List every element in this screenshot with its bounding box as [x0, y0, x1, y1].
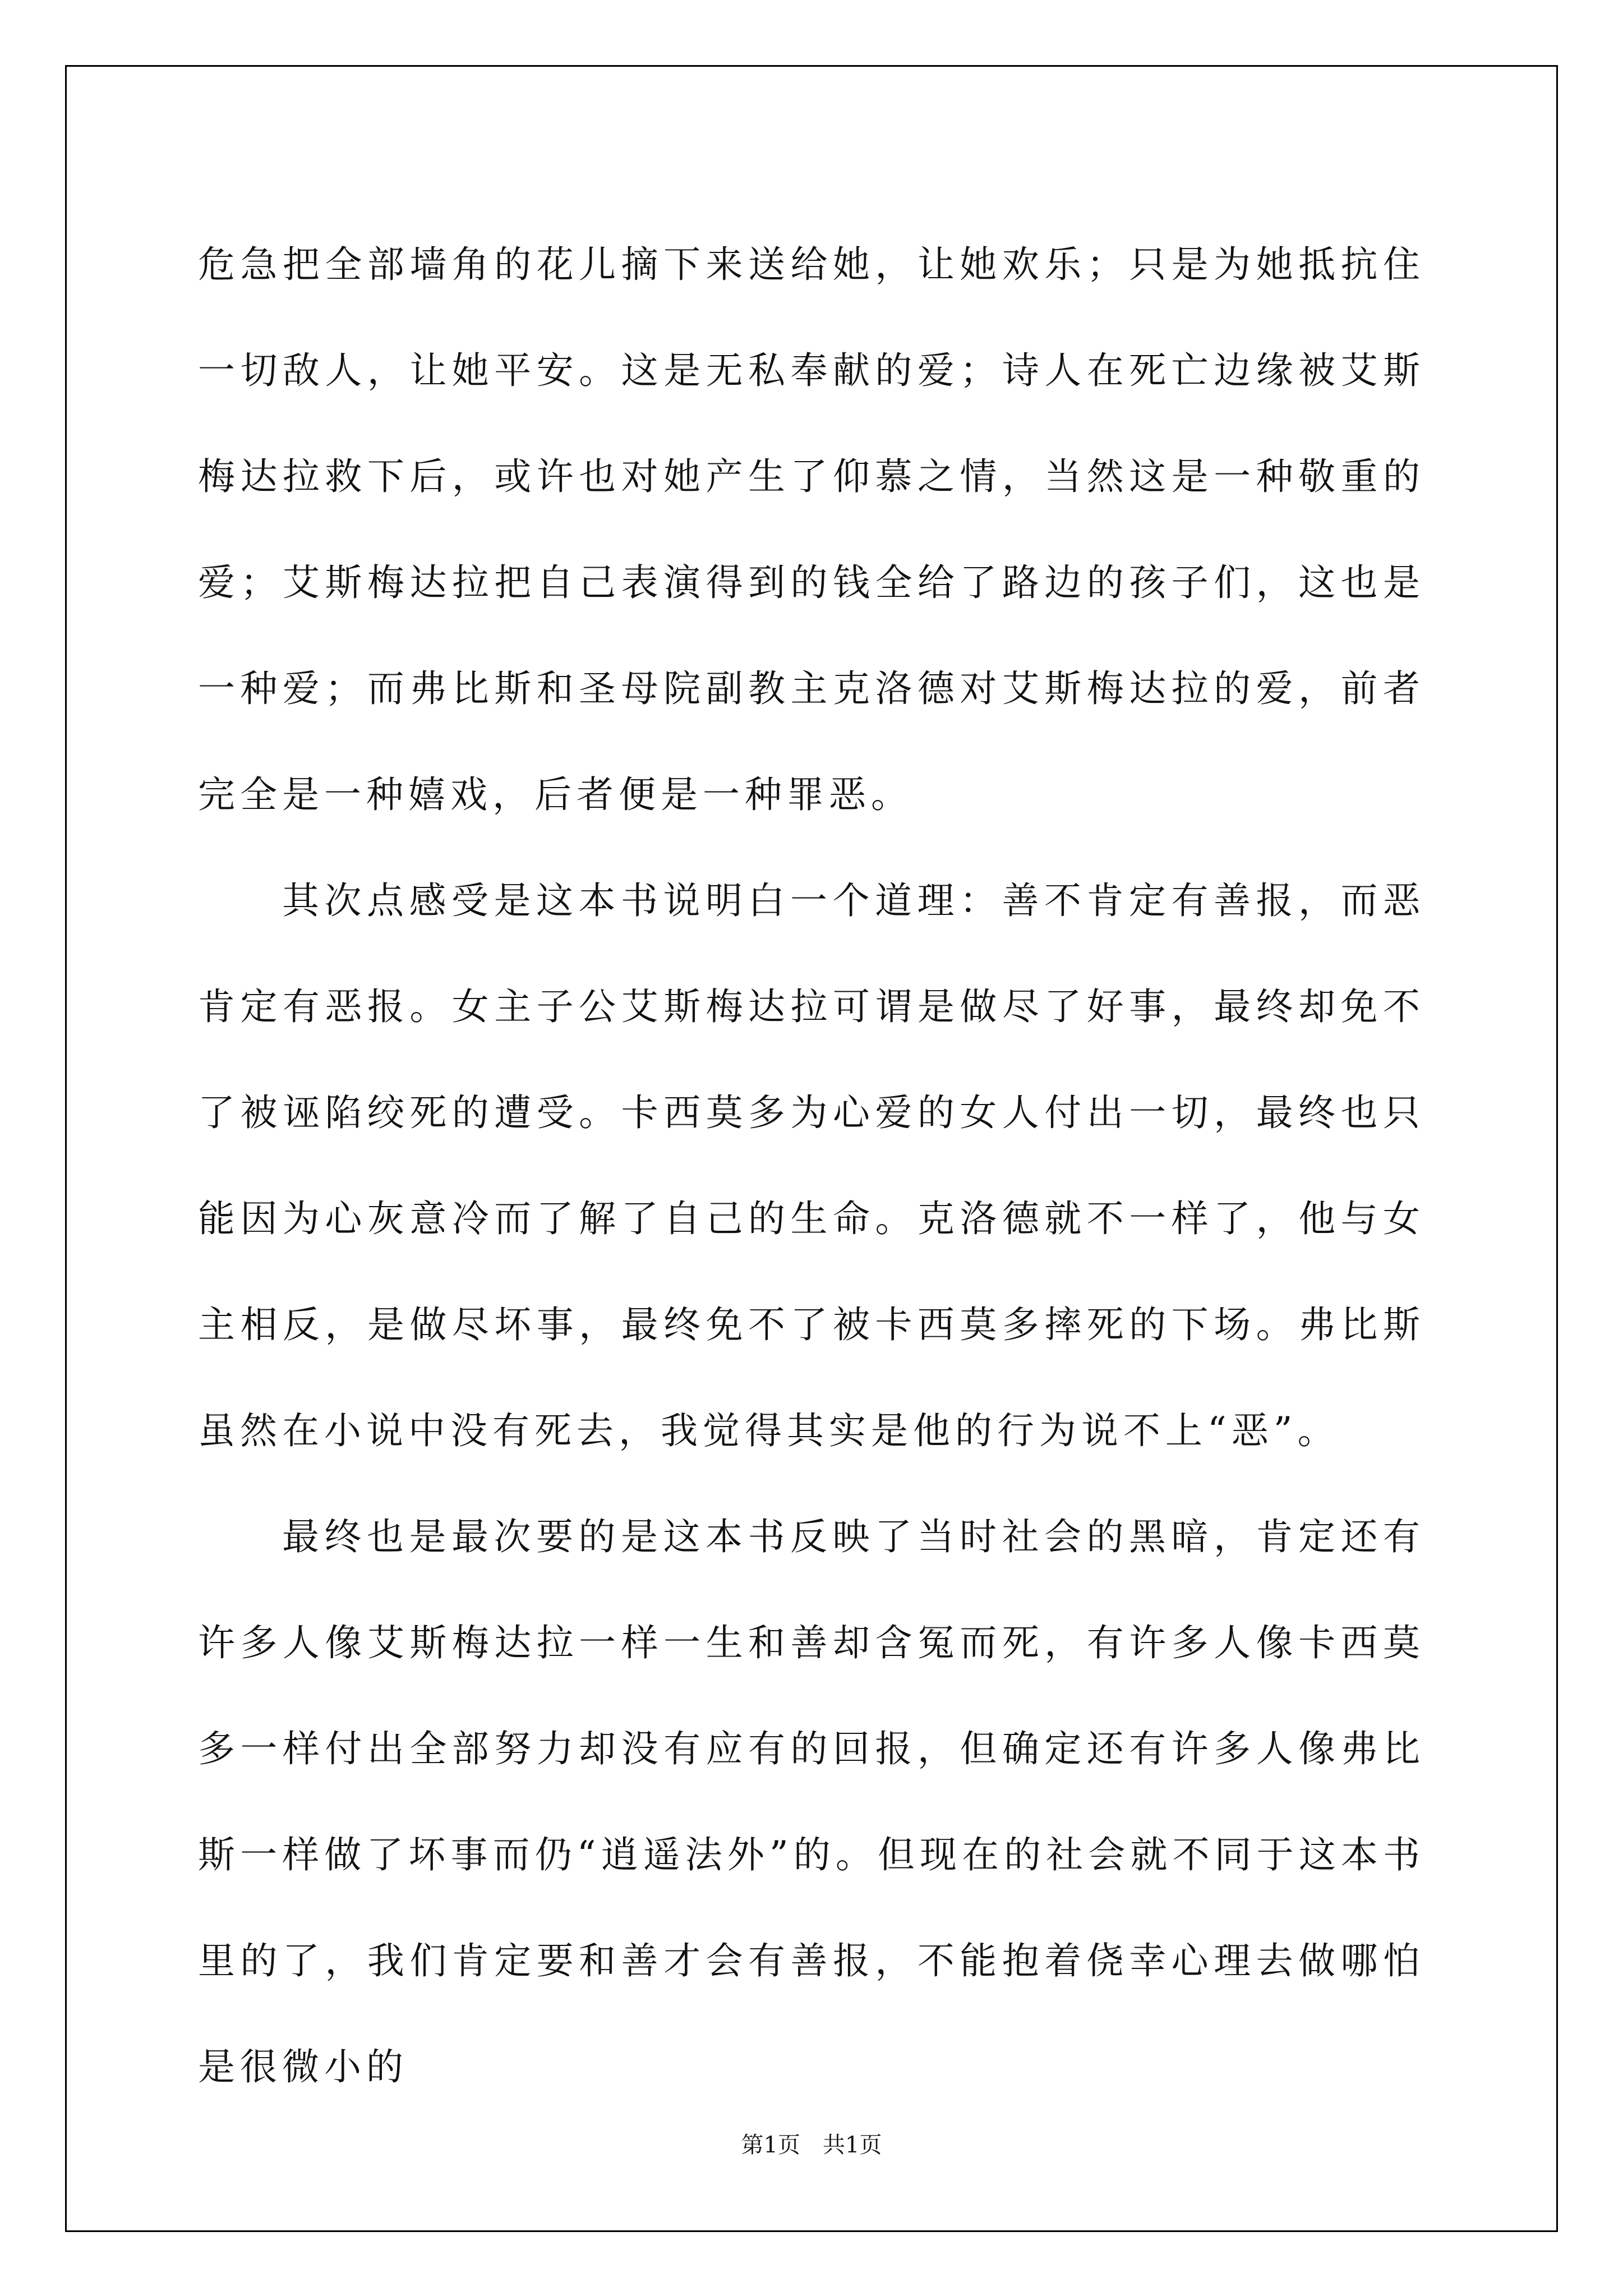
paragraph-3: 最终也是最次要的是这本书反映了当时社会的黑暗，肯定还有许多人像艾斯梅达拉一样一生和善却含冤而死，有许多人像卡西莫多一样付出全部努力却没有应有的回报，但确定还有许多人像弗比斯一样做了坏事而仍“逍遥法外”的。但现在的社会就不同于这本书里的了，我们肯定要和善才会有善报，不能抱着侥幸心理去做哪怕是很微小的 — [198, 1515, 1425, 2088]
paragraph-2: 其次点感受是这本书说明白一个道理：善不肯定有善报，而恶肯定有恶报。女主子公艾斯梅达拉可谓是做尽了好事，最终却免不了被诬陷绞死的遭受。卡西莫多为心爱的女人付出一切，最终也只能因为心灰意冷而了解了自己的生命。克洛德就不一样了，他与女主相反，是做尽坏事，最终免不了被卡西莫多摔死的下场。弗比斯虽然在小说中没有死去，我觉得其实是他的行为说不上“恶”。 — [198, 879, 1425, 1452]
page-total: 共1页 — [823, 2132, 882, 2158]
page-number: 第1页 — [741, 2132, 800, 2158]
paragraph-1: 危急把全部墙角的花儿摘下来送给她，让她欢乐；只是为她抵抗住一切敌人，让她平安。这是无私奉献的爱；诗人在死亡边缘被艾斯梅达拉救下后，或许也对她产生了仰慕之情，当然这是一种敬重的爱；艾斯梅达拉把自己表演得到的钱全给了路边的孩子们，这也是一种爱；而弗比斯和圣母院副教主克洛德对艾斯梅达拉的爱，前者完全是一种嬉戏，后者便是一种罪恶。 — [198, 243, 1425, 816]
page-footer — [0, 2129, 1623, 2161]
document-body — [198, 211, 1425, 2120]
